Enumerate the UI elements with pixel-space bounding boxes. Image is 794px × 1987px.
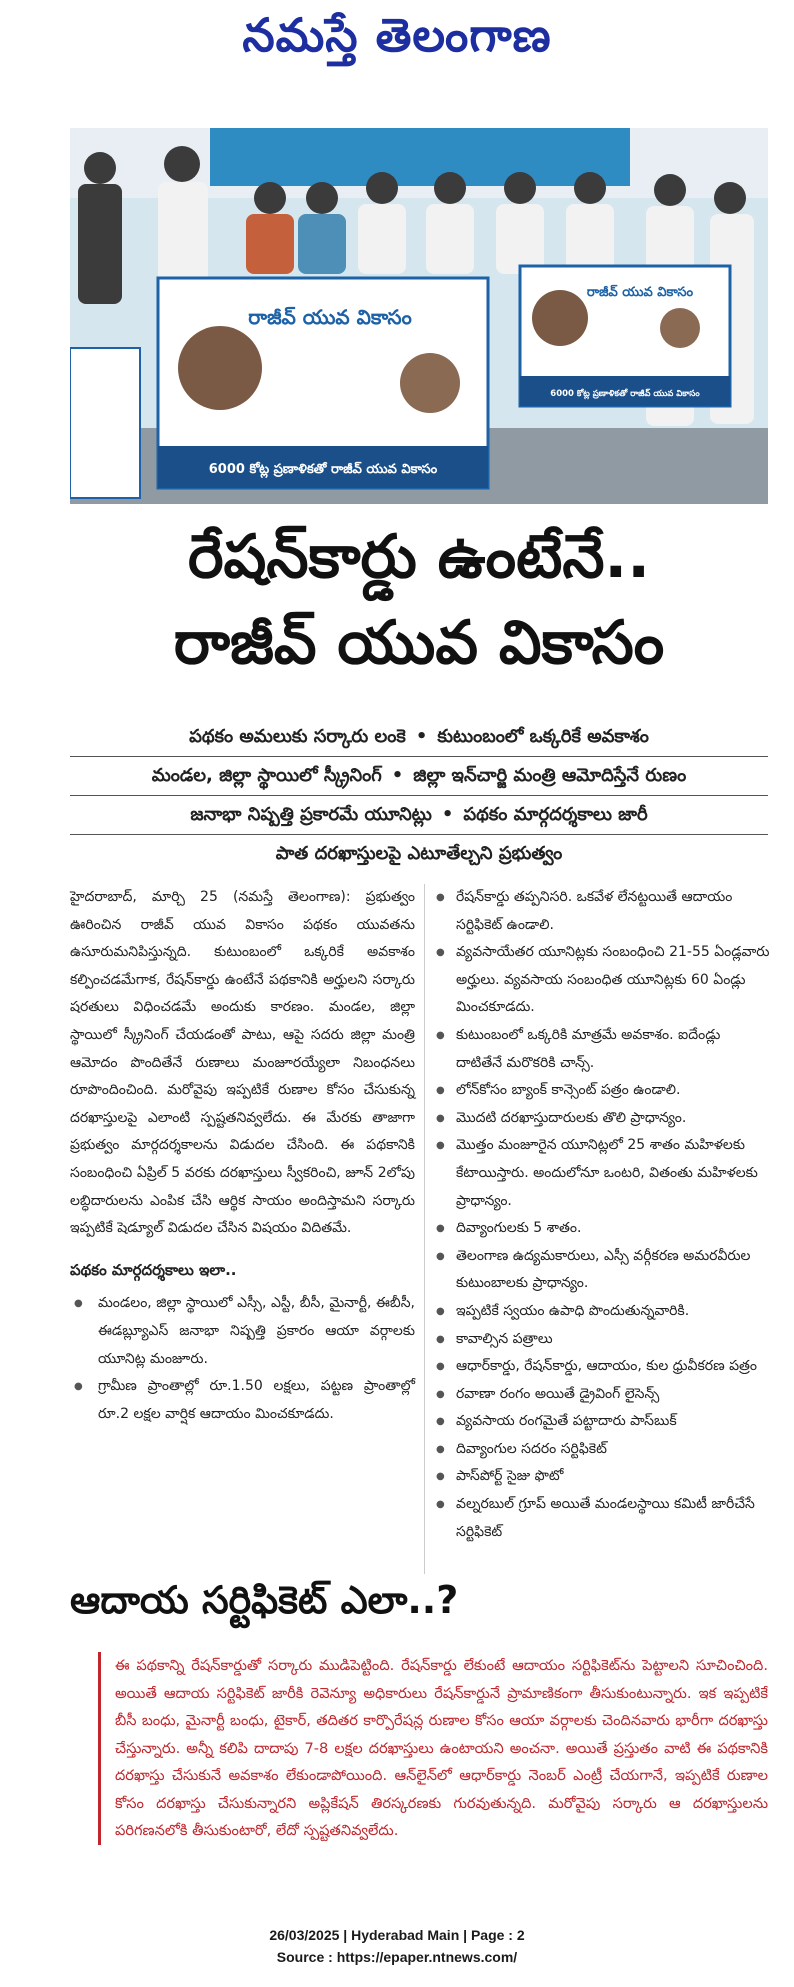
article-left-column	[70, 884, 415, 1428]
banner-left-title: రాజీవ్ యువ వికాసం	[248, 305, 412, 329]
deck-lines	[70, 718, 768, 873]
list-item: ● వ్యవసాయేతర యూనిట్లకు సంబంధించి 21-55 ఏండ్లవారు అర్హులు. వ్యవసాయ సంబంధిత యూనిట్లకు 60 ఏండ్లు మించకూడదు.	[432, 939, 770, 1022]
list-item: ● రేషన్‌కార్డు తప్పనిసరి. ఒకవేళ లేనట్టయితే ఆదాయం సర్టిఫికెట్ ఉండాలి.	[432, 884, 770, 939]
deck-item: పథకం మార్గదర్శకాలు జారీ	[463, 804, 648, 825]
boxed-story: ఈ పథకాన్ని రేషన్‌కార్డుతో సర్కారు ముడిపెట్టింది. రేషన్‌కార్డు లేకుంటే ఆదాయం సర్టిఫికెట్‌ను పెట్టాలని సూచించింది. అయితే ఆదాయ సర్టిఫికెట్ జారీకి రెవెన్యూ అధికారులు రేషన్‌కార్డునే ప్రామాణికంగా తీసుకుంటున్నారు. ఇక ఇప్పటికే బీసీ బంధు, మైనార్టీ బంధు, టైకార్, తదితర కార్పొరేషన్ల రుణాల కోసం ఆయా వర్గాలకు చెందినవారు భారీగా దరఖాస్తు చేస్తున్నారు. అన్నీ కలిపి దాదాపు 7-8 లక్షల దరఖాస్తులు ఉంటాయని అంచనా. అయితే ప్రస్తుతం వాటి ఈ పథకానికి దరఖాస్తు చేసుకునే అవకాశం లేకుండాపోయింది. ఆన్‌లైన్‌లో ఆధార్‌కార్డు నెంబర్ ఎంట్రీ చేయగానే, ఇప్పటికే రుణాల కోసం దరఖాస్తు చేసుకున్నారని అప్లికేషన్ తిరస్కరణకు గురవుతున్నది. మరోవైపు సర్కారు ఆ దరఖాస్తులను పరిగణనలోకి తీసుకుంటారో, లేదో స్పష్టతనివ్వలేదు.	[98, 1652, 768, 1845]
page-footer	[0, 1924, 794, 1968]
deck-line	[70, 835, 768, 873]
headline-line-1: రేషన్‌కార్డు ఉంటేనే..	[187, 522, 651, 592]
banner-right-caption: 6000 కోట్ల ప్రణాళికతో రాజీవ్ యువ వికాసం	[550, 389, 700, 399]
article-body: హైదరాబాద్, మార్చి 25 (నమస్తే తెలంగాణ): ప్రభుత్వం ఊరించిన రాజీవ్ యువ వికాసం పథకం యువతను ఉసూరుమనిపిస్తున్నది. కుటుంబంలో ఒక్కరికే అవకాశం కల్పించడమేగాక, రేషన్‌కార్డు ఉంటేనే పథకానికి అర్హులని సర్కారు షరతులు విధించడమే అందుకు కారణం. మండల, జిల్లా స్థాయిలో స్క్రీనింగ్ చేయడంతో పాటు, ఆపై సదరు జిల్లా మంత్రి ఆమోదం పొందితేనే రుణాలు మంజూరయ్యేలా నిబంధనలు రూపొందించింది. మరోవైపు ఇప్పటికే రుణాల కోసం చేసుకున్న దరఖాస్తులపై ఎలాంటి స్పష్టతనివ్వలేదు. ఈ మేరకు తాజాగా ప్రభుత్వం మార్గదర్శకాలను విడుదల చేసింది. ఈ పథకానికి సంబంధించి ఏప్రిల్ 5 వరకు దరఖాస్తులు స్వీకరించి, జూన్ 2లోపు లబ్ధిదారులను ఎంపిక చేసి ఆర్థిక సాయం అందిస్తామని సర్కారు ఇప్పటికే షెడ్యూల్ విడుదల చేసిన విషయం విదితమే.	[70, 889, 415, 1237]
list-item: ● మండలం, జిల్లా స్థాయిలో ఎస్సీ, ఎస్టీ, బీసీ, మైనార్టీ, ఈబీసీ, ఈడబ్ల్యూఎస్ జనాభా నిష్పత్తి ప్రకారం ఆయా వర్గాలకు యూనిట్ల మంజూరు.	[70, 1290, 415, 1373]
masthead	[0, 0, 794, 82]
bullet-icon: •	[441, 804, 454, 825]
list-item: ● మొదటి దరఖాస్తుదారులకు తొలి ప్రాధాన్యం.	[432, 1105, 770, 1133]
footer-source: Source : https://epaper.ntnews.com/	[276, 1949, 518, 1965]
column-divider	[424, 884, 425, 1574]
deck-item: జిల్లా ఇన్‌చార్జి మంత్రి ఆమోదిస్తేనే రుణం	[413, 765, 687, 786]
list-item: ● కావాల్సిన పత్రాలు	[432, 1326, 770, 1354]
deck-item: జనాభా నిష్పత్తి ప్రకారమే యూనిట్లు	[190, 804, 432, 825]
bullet-icon: •	[391, 765, 404, 786]
list-item: ● కుటుంబంలో ఒక్కరికి మాత్రమే అవకాశం. ఐదేండ్లు దాటితేనే మరొకరికి చాన్స్.	[432, 1022, 770, 1077]
list-item: ● పాస్‌పోర్ట్ సైజు ఫొటో	[432, 1463, 770, 1491]
banner-right-title: రాజీవ్ యువ వికాసం	[586, 285, 694, 300]
news-photo	[70, 128, 768, 504]
deck-item: కుటుంబంలో ఒక్కరికే అవకాశం	[437, 726, 649, 747]
deck-line	[70, 796, 768, 835]
deck-item: పథకం అమలుకు సర్కారు లంకె	[189, 726, 406, 747]
guidelines-list	[70, 1290, 415, 1428]
list-item: ● గ్రామీణ ప్రాంతాల్లో రూ.1.50 లక్షలు, పట్టణ ప్రాంతాల్లో రూ.2 లక్షల వార్షిక ఆదాయం మించకూడదు.	[70, 1373, 415, 1428]
footer-edition: 26/03/2025 | Hyderabad Main | Page : 2	[269, 1927, 525, 1943]
guidelines-heading: పథకం మార్గదర్శకాలు ఇలా..	[70, 1260, 237, 1279]
headline-line-2: రాజీవ్ యువ వికాసం	[173, 608, 665, 678]
deck-line	[70, 718, 768, 757]
deck-item: పాత దరఖాస్తులపై ఎటూతేల్చని ప్రభుత్వం	[275, 843, 563, 864]
eligibility-list	[432, 884, 770, 1546]
list-item: ● రవాణా రంగం అయితే డ్రైవింగ్ లైసెన్స్	[432, 1381, 770, 1409]
deck-line	[70, 757, 768, 796]
section-heading: ఆదాయ సర్టిఫికెట్ ఎలా..?	[70, 1578, 459, 1622]
banner-left-caption: 6000 కోట్ల ప్రణాళికతో రాజీవ్ యువ వికాసం	[208, 462, 438, 477]
list-item: ● దివ్యాంగుల సదరం సర్టిఫికెట్	[432, 1436, 770, 1464]
list-item: ● ఆధార్‌కార్డు, రేషన్‌కార్డు, ఆదాయం, కుల ధ్రువీకరణ పత్రం	[432, 1353, 770, 1381]
list-item: ● వ్యవసాయ రంగమైతే పట్టాదారు పాస్‌బుక్	[432, 1408, 770, 1436]
deck-item: మండల, జిల్లా స్థాయిలో స్క్రీనింగ్	[151, 765, 382, 786]
bullet-icon: •	[415, 726, 428, 747]
list-item: ● తెలంగాణ ఉద్యమకారులు, ఎస్సీ వర్గీకరణ అమరవీరుల కుటుంబాలకు ప్రాధాన్యం.	[432, 1243, 770, 1298]
photo-illustration	[70, 128, 768, 504]
list-item: ● వల్నరబుల్ గ్రూప్ అయితే మండలస్థాయి కమిటీ జారీచేసే సర్టిఫికెట్	[432, 1491, 770, 1546]
list-item: ● దివ్యాంగులకు 5 శాతం.	[432, 1215, 770, 1243]
list-item: ● మొత్తం మంజూరైన యూనిట్లలో 25 శాతం మహిళలకు కేటాయిస్తారు. అందులోనూ ఒంటరి, వితంతు మహిళలకు ప్రాధాన్యం.	[432, 1132, 770, 1215]
newspaper-title: నమస్తే తెలంగాణ	[242, 8, 552, 62]
article-right-column	[432, 884, 770, 1546]
list-item: ● ఇప్పటికే స్వయం ఉపాధి పొందుతున్నవారికి.	[432, 1298, 770, 1326]
list-item: ● లోన్‌కోసం బ్యాంక్ కాన్సెంట్ పత్రం ఉండాలి.	[432, 1077, 770, 1105]
